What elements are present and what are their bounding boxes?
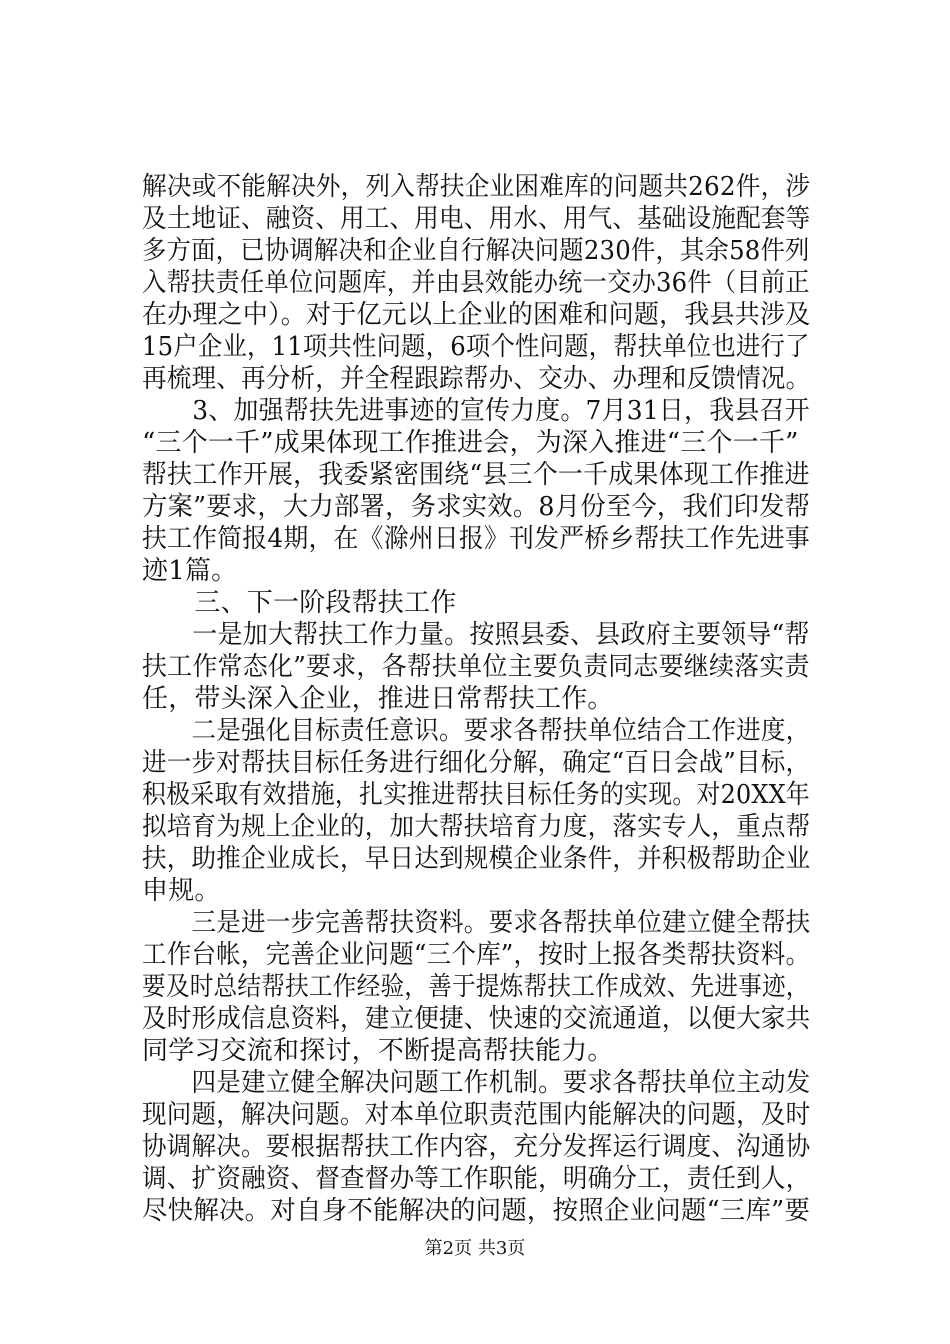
body-text-line: 任，带头深入企业，推进日常帮扶工作。 (142, 684, 614, 714)
body-text-line: 现问题，解决问题。对本单位职责范围内能解决的问题，及时 (142, 1100, 811, 1130)
body-text-line: 积极采取有效措施，扎实推进帮扶目标任务的实现。对20XX年 (142, 780, 810, 810)
body-text-line: 帮扶工作开展，我委紧密围绕“县三个一千成果体现工作推进 (142, 460, 810, 490)
section-paragraph-line: 一是加大帮扶工作力量。按照县委、县政府主要领导“帮 (142, 620, 810, 650)
body-text-line: 尽快解决。对自身不能解决的问题，按照企业问题“三库”要 (142, 1196, 810, 1226)
body-text-line: 调、扩资融资、督查督办等工作职能，明确分工，责任到人， (142, 1164, 811, 1194)
body-text-line: 进一步对帮扶目标任务进行细化分解，确定“百日会战”目标， (142, 748, 811, 778)
body-text-line: 入帮扶责任单位问题库，并由县效能办统一交办36件（目前正 (142, 268, 810, 298)
body-text-line: 同学习交流和探讨，不断提高帮扶能力。 (142, 1036, 614, 1066)
section-paragraph-line: 四是建立健全解决问题工作机制。要求各帮扶单位主动发 (142, 1068, 811, 1098)
page-number-footer: 第2页 共3页 (424, 1238, 526, 1259)
body-text-line: 协调解决。要根据帮扶工作内容，充分发挥运行调度、沟通协 (142, 1132, 811, 1162)
body-text-line: 拟培育为规上企业的，加大帮扶培育力度，落实专人，重点帮 (142, 812, 811, 842)
body-text-line: “三个一千”成果体现工作推进会，为深入推进“三个一千” (142, 428, 799, 458)
body-text-line: 要及时总结帮扶工作经验，善于提炼帮扶工作成效、先进事迹， (142, 972, 810, 1002)
body-text-line: 及土地证、融资、用工、用电、用水、用气、基础设施配套等 (142, 204, 811, 234)
body-text-line: 15户企业，11项共性问题，6项个性问题，帮扶单位也进行了 (142, 332, 810, 362)
body-text-line: 方案”要求，大力部署，务求实效。8月份至今，我们印发帮 (142, 492, 811, 522)
body-text-line: 扶工作常态化”要求，各帮扶单位主要负责同志要继续落实责 (142, 652, 810, 682)
body-text-line: 及时形成信息资料，建立便捷、快速的交流通道，以便大家共 (142, 1004, 811, 1034)
section-heading: 三、下一阶段帮扶工作 (142, 588, 457, 618)
body-text-line: 扶，助推企业成长，早日达到规模企业条件，并积极帮助企业 (142, 844, 811, 874)
section-paragraph-line: 3、加强帮扶先进事迹的宣传力度。7月31日，我县召开 (142, 396, 810, 426)
body-text-line: 申规。 (142, 876, 221, 906)
body-text-line: 再梳理、再分析，并全程跟踪帮办、交办、办理和反馈情况。 (142, 364, 811, 394)
section-paragraph-line: 二是强化目标责任意识。要求各帮扶单位结合工作进度， (142, 716, 811, 746)
body-text-line: 解决或不能解决外，列入帮扶企业困难库的问题共262件，涉 (142, 172, 811, 202)
body-text-line: 扶工作简报4期，在《滁州日报》刊发严桥乡帮扶工作先进事 (142, 524, 810, 554)
body-text-line: 迹1篇。 (142, 556, 238, 586)
body-text-line: 在办理之中）。对于亿元以上企业的困难和问题，我县共涉及 (142, 300, 811, 330)
body-text-line: 工作台帐，完善企业问题“三个库”，按时上报各类帮扶资料。 (142, 940, 811, 970)
body-text-line: 多方面，已协调解决和企业自行解决问题230件，其余58件列 (142, 236, 810, 266)
section-paragraph-line: 三是进一步完善帮扶资料。要求各帮扶单位建立健全帮扶 (142, 908, 811, 938)
